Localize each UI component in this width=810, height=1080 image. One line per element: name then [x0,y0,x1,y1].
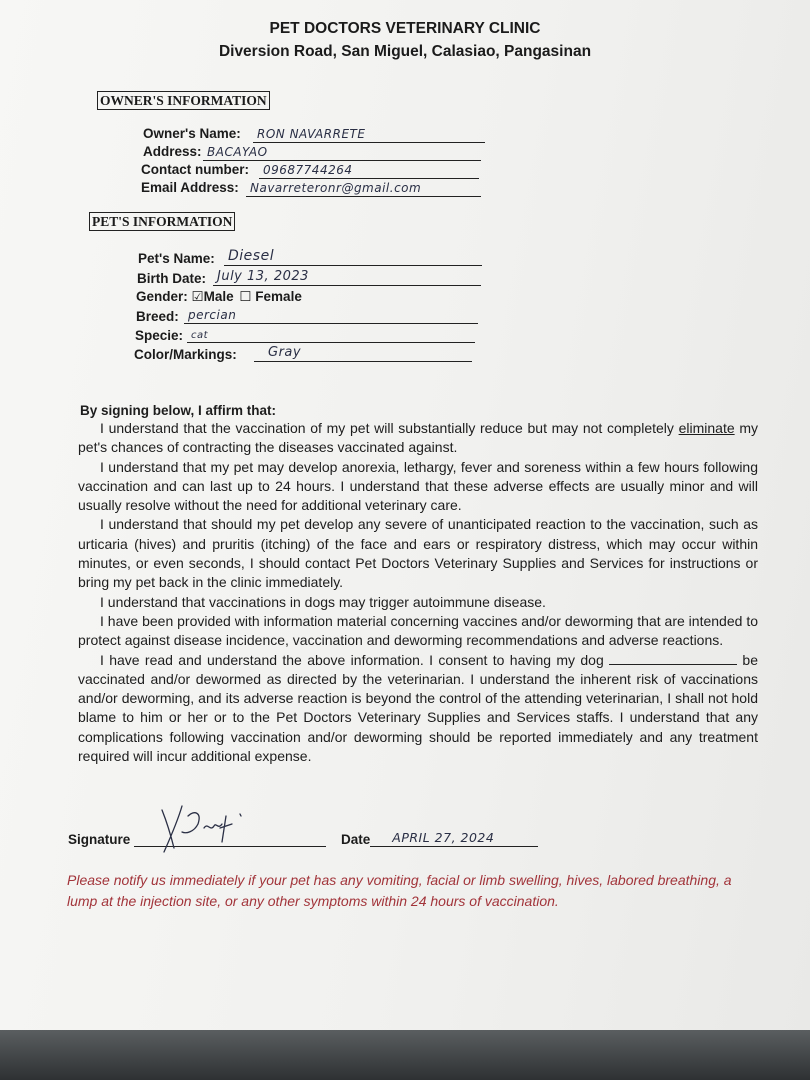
affirmation-intro: By signing below, I affirm that: [80,403,277,418]
affirmation-paragraph-4: I understand that vaccinations in dogs may trigger autoimmune disease. [100,593,546,610]
gender-female-checkbox[interactable]: ☐ [239,289,252,304]
birth-date-field[interactable] [213,269,481,286]
birth-date-row [137,269,309,286]
signature-field[interactable] [134,832,326,847]
pet-name-value: Diesel [228,248,275,264]
color-label: Color/Markings: [134,347,237,362]
signature-label: Signature [68,832,131,847]
date-row [341,832,538,847]
signature-row [68,832,326,847]
affirmation-paragraph-5: I have been provided with information material concerning vaccines and/or deworming that are intended to protect against disease incidence, vaccination and deworming recommendations and adverse reactions. [78,612,758,649]
gender-male-label: Male [203,289,234,304]
breed-value: percian [188,308,237,322]
contact-field[interactable] [259,162,479,179]
owner-name-label: Owner's Name: [143,126,241,141]
owner-name-field[interactable] [253,126,485,143]
specie-label: Specie: [135,328,184,343]
gender-male-checkbox[interactable]: ☑ [191,289,204,304]
specie-row [135,328,209,343]
email-field[interactable] [246,180,481,197]
pet-name-field[interactable] [224,249,482,266]
address-row [143,144,268,159]
breed-label: Breed: [136,309,179,324]
color-value: Gray [268,345,302,360]
address-value: BACAYAO [207,145,268,159]
contact-value: 09687744264 [263,163,353,177]
affirmation-paragraph-1: I understand that the vaccination of my pet will substantially reduce but may not completely eliminate my pet's chances of contracting the diseases vaccinated against. [78,420,758,456]
date-field[interactable] [370,832,538,847]
affirmation-body [78,419,758,766]
color-row [134,345,302,362]
owner-name-row [143,126,366,141]
email-row [141,180,422,195]
color-field[interactable] [254,345,472,362]
affirmation-paragraph-6: I have read and understand the above information. I consent to having my dog be vaccinated and/or dewormed as directed by the veterinarian. I understand the inherent risk of vaccinations and/or deworming, and its adverse reaction is beyond the control of the attending veterinarian, I shall not hold blame to him or her or to the Pet Doctors Veterinary Supplies and Services staffs. I understand that any complications following vaccination and/or deworming should be reported immediately and any treatment required will incur additional expense. [78,651,758,765]
specie-value: cat [191,330,209,341]
date-label: Date [341,832,371,847]
birth-date-value: July 13, 2023 [217,269,309,284]
owner-section-title: OWNER'S INFORMATION [97,91,270,110]
breed-row [136,308,237,324]
specie-field[interactable] [187,326,475,343]
breed-field[interactable] [184,307,478,324]
address-field[interactable] [203,144,481,161]
eliminate-word: eliminate [678,420,735,436]
affirmation-paragraph-3: I understand that should my pet develop any severe of unanticipated reaction to the vaccination, such as urticaria (hives) and pruritis (itching) of the face and ears or respiratory distress, which may occur within minutes, or even seconds, I should contact Pet Doctors Veterinary Supplies and Services for instructions or bring my pet back in the clinic immediately. [78,516,758,591]
pet-name-label: Pet's Name: [138,251,215,266]
clinic-address: Diversion Road, San Miguel, Calasiao, Pangasinan [218,43,592,60]
owner-name-value: RON NAVARRETE [257,127,366,141]
contact-row [141,162,353,177]
dog-name-blank[interactable] [609,651,737,665]
post-vaccination-notice: Please notify us immediately if your pet has any vomiting, facial or limb swelling, hives, labored breathing, a lump at the injection site, or any other symptoms within 24 hours of vaccination. [67,872,732,909]
gender-female-label: Female [255,289,302,304]
pet-section-title: PET'S INFORMATION [89,212,235,231]
date-value: APRIL 27, 2024 [392,830,495,845]
gender-row [136,289,302,305]
pet-name-row [138,248,275,266]
table-surface [0,1030,810,1080]
email-value: Navarreteronr@gmail.com [250,181,422,195]
email-label: Email Address: [141,180,239,195]
clinic-name: PET DOCTORS VETERINARY CLINIC [269,20,541,37]
contact-label: Contact number: [141,162,249,177]
gender-label: Gender: [136,289,188,304]
birth-date-label: Birth Date: [137,271,207,286]
affirmation-paragraph-2: I understand that my pet may develop anorexia, lethargy, fever and soreness within a few hours following vaccination and can last up to 24 hours. I understand that these adverse effects are usually minor and will usually resolve without the need for additional veterinary care. [78,458,758,514]
handwritten-signature [148,802,278,854]
address-label: Address: [143,144,202,159]
